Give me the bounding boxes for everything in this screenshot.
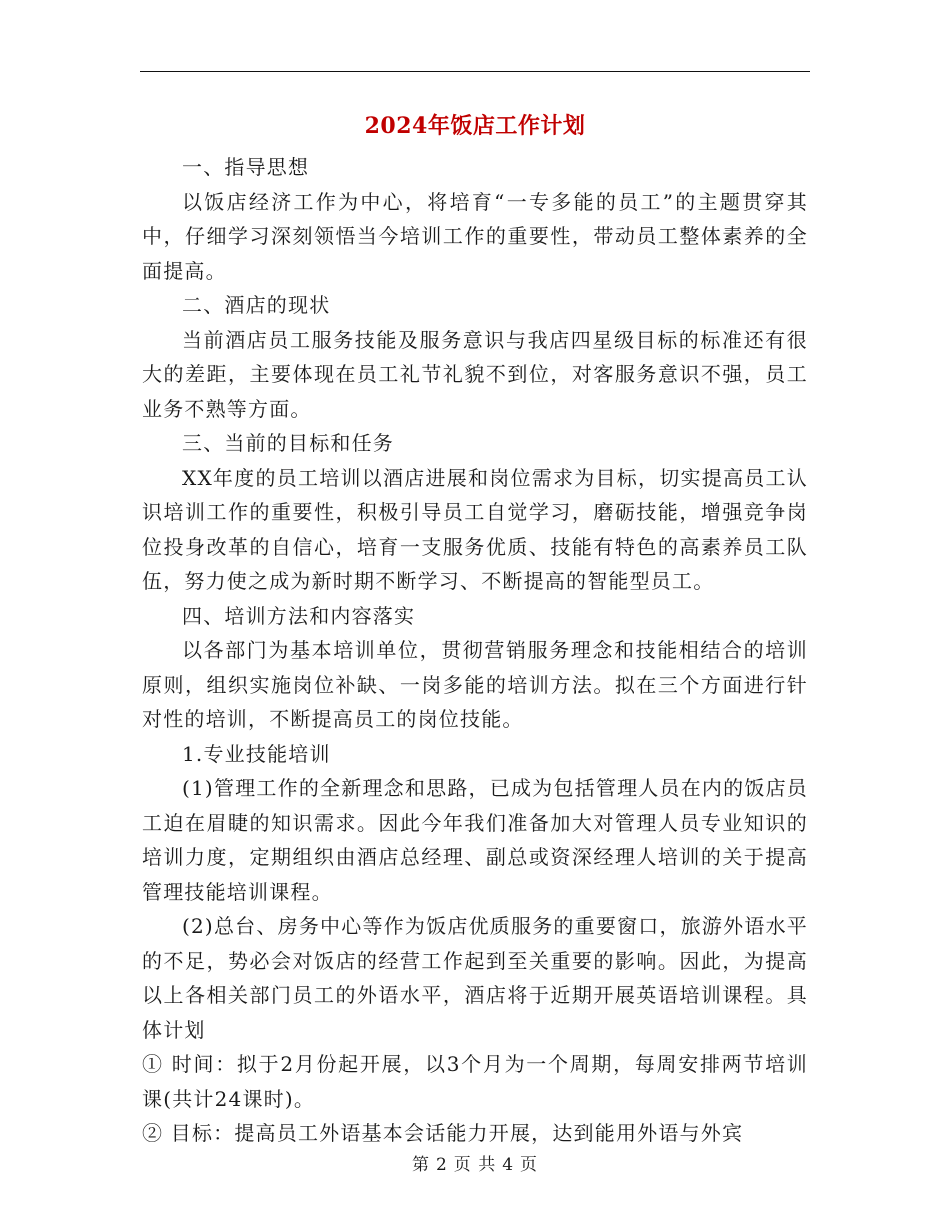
footer-middle: 页 共 <box>453 1155 497 1175</box>
list-item: ① 时间：拟于2月份起开展，以3个月为一个周期，每周安排两节培训课(共计24课时)。 <box>142 1052 808 1111</box>
document-title: 2024年饭店工作计划 <box>364 113 586 139</box>
footer-page-number: 2 <box>435 1155 448 1175</box>
body-paragraph: XX年度的员工培训以酒店进展和岗位需求为目标，切实提高员工认识培训工作的重要性，积极引导员工自觉学习，磨砺技能，增强竞争岗位投身改革的自信心，培育一支服务优质、技能有特色的高素养员工队伍，努力使之成为新时期不断学习、不断提高的智能型员工。 <box>142 465 808 593</box>
section-heading: 四、培训方法和内容落实 <box>182 603 416 628</box>
section-heading: 一、指导思想 <box>182 155 310 179</box>
section-heading: 二、酒店的现状 <box>182 293 331 317</box>
list-item: ② 目标：提高员工外语基本会话能力开展，达到能用外语与外宾 <box>142 1121 744 1145</box>
page-footer <box>0 1153 950 1177</box>
header-rule <box>140 71 810 72</box>
footer-total-pages: 4 <box>502 1155 515 1175</box>
footer-prefix: 第 <box>411 1155 430 1175</box>
body-paragraph: 以各部门为基本培训单位，贯彻营销服务理念和技能相结合的培训原则，组织实施岗位补缺、一岗多能的培训方法。拟在三个方面进行针对性的培训，不断提高员工的岗位技能。 <box>142 638 808 731</box>
body-paragraph: 当前酒店员工服务技能及服务意识与我店四星级目标的标准还有很大的差距，主要体现在员工礼节礼貌不到位，对客服务意识不强，员工业务不熟等方面。 <box>142 327 808 421</box>
body-paragraph: (1)管理工作的全新理念和思路，已成为包括管理人员在内的饭店员工迫在眉睫的知识需求。因此今年我们准备加大对管理人员专业知识的培训力度，定期组织由酒店总经理、副总或资深经理人培训的关于提高管理技能培训课程。 <box>142 776 808 904</box>
footer-suffix: 页 <box>520 1155 539 1175</box>
subsection-heading: 1.专业技能培训 <box>182 741 331 766</box>
document-body <box>142 150 808 1151</box>
body-paragraph: 以饭店经济工作为中心，将培育“一专多能的员工”的主题贯穿其中，仔细学习深刻领悟当今培训工作的重要性，带动员工整体素养的全面提高。 <box>142 189 808 283</box>
body-paragraph: (2)总台、房务中心等作为饭店优质服务的重要窗口，旅游外语水平的不足，势必会对饭店的经营工作起到至关重要的影响。因此，为提高以上各相关部门员工的外语水平，酒店将于近期开展英语培训课程。具体计划 <box>142 914 808 1042</box>
section-heading: 三、当前的目标和任务 <box>182 431 394 455</box>
